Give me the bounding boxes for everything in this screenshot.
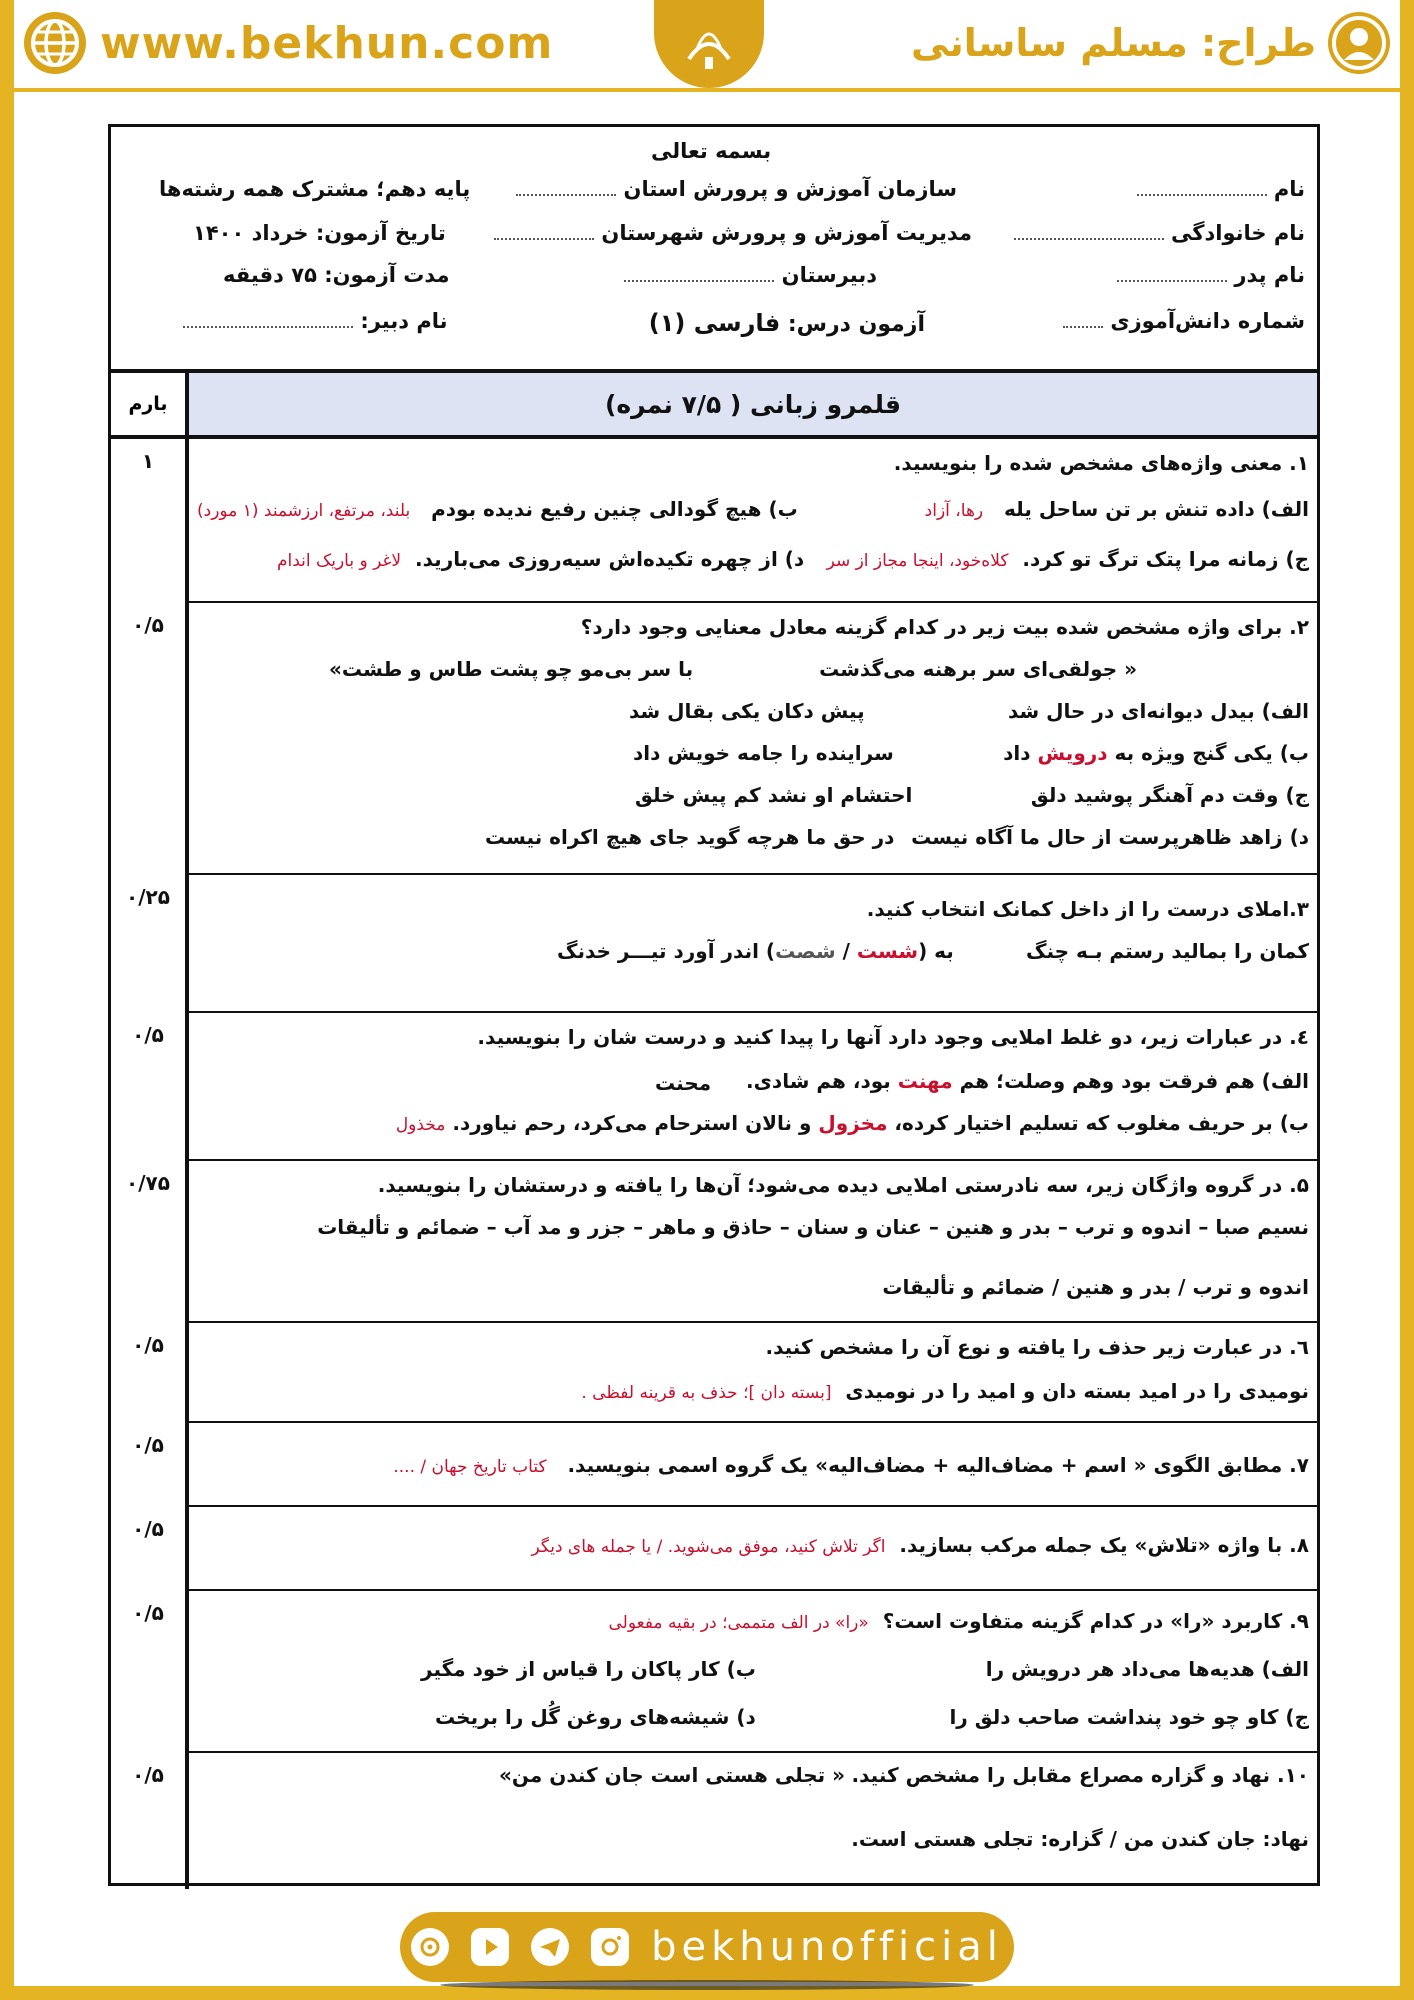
org-province[interactable]: سازمان آموزش و پرورش استان <box>516 177 957 201</box>
option-a[interactable]: الف) بیدل دیوانه‌ای در حال شد <box>1008 699 1309 723</box>
telegram-icon[interactable] <box>531 1928 569 1966</box>
question-3 <box>189 875 1317 1013</box>
youtube-icon[interactable] <box>471 1928 509 1966</box>
answer-a: رها، آزاد <box>924 501 984 521</box>
father-field[interactable]: نام پدر <box>1117 263 1305 287</box>
question-2 <box>189 603 1317 875</box>
family-field[interactable]: نام خانوادگی <box>1014 221 1305 245</box>
item-a: الف) داده تنش بر تن ساحل یله رها، آزاد <box>924 497 1309 521</box>
mark-4: ۰/۵ <box>132 1023 164 1047</box>
sentence: نومیدی را در امید بسته دان و امید را در نومیدی [بسته دان ]؛ حذف به قرینه لفظی . <box>581 1379 1309 1403</box>
question-10 <box>189 1753 1317 1883</box>
question-6 <box>189 1323 1317 1423</box>
verse-right: « جولقی‌ای سر برهنه می‌گذشت <box>819 657 1137 681</box>
mark-3: ۰/۲۵ <box>126 885 170 909</box>
film-icon[interactable] <box>411 1928 449 1966</box>
site-url[interactable]: www.bekhun.com <box>100 17 554 69</box>
question-text: ۳.املای درست را از داخل کمانک انتخاب کنید. <box>866 897 1309 921</box>
option-a-left: پیش دکان یکی بقال شد <box>629 699 865 723</box>
option-c[interactable]: ج) وقت دم آهنگر پوشید دلق <box>1030 783 1309 807</box>
question-text: ۱۰. نهاد و گزاره مصراع مقابل را مشخص کنید. <box>851 1763 1309 1787</box>
question-1 <box>189 439 1317 603</box>
answer-a: محنت <box>655 1071 712 1095</box>
verse-left: با سر بی‌مو چو پشت طاس و طشت» <box>329 657 694 681</box>
mark-1: ۱ <box>141 449 155 473</box>
designer-name: طراح: مسلم ساسانی <box>911 21 1316 65</box>
answer: اگر تلاش کنید، موفق می‌شوید. / یا جمله های دیگر <box>531 1537 886 1557</box>
subject: آزمون درس: فارسی (۱) <box>648 309 925 337</box>
option-d[interactable]: د) زاهد ظاهرپرست از حال ما آگاه نیست <box>911 825 1309 849</box>
question-5 <box>189 1161 1317 1323</box>
name-field[interactable]: نام <box>1137 177 1305 201</box>
exam-sheet <box>108 124 1320 1886</box>
option-d[interactable]: د) شیشه‌های روغن گُل را بریخت <box>435 1705 756 1729</box>
question-9 <box>189 1591 1317 1753</box>
mark-8: ۰/۵ <box>132 1517 164 1541</box>
item-c: ج) زمانه مرا پتک ترگ تو کرد. کلاه‌خود، اینجا مجاز از سر <box>826 547 1309 571</box>
mark-9: ۰/۵ <box>132 1601 164 1625</box>
mark-2: ۰/۵ <box>132 613 164 637</box>
verse-right: کمان را بمالید رستم بـه چنگ <box>1025 939 1309 963</box>
word-list: نسیم صبا – اندوه و ترب – بدر و هنین – عنان و سنان – حاذق و ماهر – جزر و مد آب – ضمائم و تألیقات <box>317 1215 1309 1239</box>
question-text: ۲. برای واژه مشخص شده بیت زیر در کدام گزینه معادل معنایی وجود دارد؟ <box>580 615 1309 639</box>
item-b: ب) هیچ گودالی چنین رفیع ندیده بودم بلند، مرتفع، ارزشمند (۱ مورد) <box>197 497 798 521</box>
question-8 <box>189 1507 1317 1591</box>
exam-duration: مدت آزمون: ۷۵ دقیقه <box>223 263 450 287</box>
designer-credit <box>911 8 1390 78</box>
option-d-left: در حق ما هرچه گوید جای هیچ اکراه نیست <box>485 825 895 849</box>
question-4 <box>189 1013 1317 1161</box>
answer-b: بلند، مرتفع، ارزشمند (۱ مورد) <box>197 501 411 521</box>
question-text: ۸. با واژه «تلاش» یک جمله مرکب بسازید. اگر تلاش کنید، موفق می‌شوید. / یا جمله های دیگر <box>531 1533 1309 1557</box>
section-title: قلمرو زبانی ( ۷/۵ نمره) <box>189 373 1317 439</box>
basmala: بسمه تعالی <box>651 139 772 163</box>
social-handle[interactable]: bekhunofficial <box>651 1924 1003 1970</box>
mark-5: ۰/۷۵ <box>126 1171 170 1195</box>
verse: « تجلی هستی است جان کندن من» <box>499 1763 846 1787</box>
item-a: الف) هم فرقت بود وهم وصلت؛ هم مهنت بود، هم شادی. <box>746 1069 1309 1093</box>
question-text: ٤. در عبارات زیر، دو غلط املایی وجود دارد آنها را پیدا کنید و درست شان را بنویسید. <box>477 1025 1309 1049</box>
org-city[interactable]: مدیریت آموزش و پرورش شهرستان <box>494 221 972 245</box>
student-no-field[interactable]: شماره دانش‌آموزی <box>1063 309 1305 333</box>
question-text: ۵. در گروه واژگان زیر، سه نادرستی املایی دیده می‌شود؛ آن‌ها را یافته و درستشان را بنویسید. <box>377 1173 1309 1197</box>
school-field[interactable]: دبیرستان <box>624 263 877 287</box>
answer: اندوه و ترب / بدر و هنین / ضمائم و تألیقات <box>882 1275 1309 1299</box>
mark-10: ۰/۵ <box>132 1763 164 1787</box>
verse-left[interactable]: به (شست / شصت) اندر آورد تیـــر خدنگ <box>557 939 954 963</box>
barem-header: بارم <box>111 373 189 439</box>
footer-shadow <box>440 1980 974 1990</box>
option-c-left: احتشام او نشد کم پیش خلق <box>635 783 913 807</box>
answer-note: «را» در الف متممی؛ در بقیه مفعولی <box>608 1613 869 1633</box>
option-b-left: سراینده را جامه خویش داد <box>633 741 894 765</box>
answer-b: مخذول <box>395 1115 446 1135</box>
option-b[interactable]: ب) یکی گنج ویژه به درویش داد <box>1003 741 1309 765</box>
top-bar <box>14 0 1400 92</box>
answer: کتاب تاریخ جهان / .... <box>393 1457 547 1477</box>
item-d: د) از چهره تکیده‌اش سیه‌روزی می‌بارید. لاغر و باریک اندام <box>277 547 805 571</box>
bekhun-logo <box>654 0 764 88</box>
answer-d: لاغر و باریک اندام <box>277 551 402 571</box>
answer-c: کلاه‌خود، اینجا مجاز از سر <box>826 551 1009 571</box>
question-text: ٦. در عبارت زیر حذف را یافته و نوع آن را مشخص کنید. <box>765 1335 1309 1359</box>
option-c[interactable]: ج) کاو چو خود پنداشت صاحب دلق را <box>949 1705 1309 1729</box>
question-7 <box>189 1423 1317 1507</box>
item-b: ب) بر حریف مغلوب که تسلیم اختیار کرده، مخزول و نالان استرحام می‌کرد، رحم نیاورد. مخذول <box>395 1111 1309 1135</box>
globe-icon <box>24 12 86 74</box>
question-text: ۷. مطابق الگوی « اسم + مضاف‌الیه + مضاف‌الیه» یک گروه اسمی بنویسید. کتاب تاریخ جهان / .... <box>393 1453 1309 1477</box>
user-icon <box>1328 12 1390 74</box>
option-a[interactable]: الف) هدیه‌ها می‌داد هر درویش را <box>985 1657 1309 1681</box>
exam-date: تاریخ آزمون: خرداد ۱۴۰۰ <box>193 221 446 245</box>
question-text: ۱. معنی واژه‌های مشخص شده را بنویسید. <box>893 451 1309 475</box>
teacher-field[interactable]: نام دبیر: <box>183 309 447 333</box>
exam-header <box>111 127 1317 373</box>
mark-6: ۰/۵ <box>132 1333 164 1357</box>
grade: پایه دهم؛ مشترک همه رشته‌ها <box>159 177 471 201</box>
question-text: ۹. کاربرد «را» در کدام گزینه متفاوت است؟ «را» در الف متممی؛ در بقیه مفعولی <box>608 1609 1309 1633</box>
option-b[interactable]: ب) کار پاکان را قیاس از خود مگیر <box>421 1657 756 1681</box>
instagram-icon[interactable] <box>591 1928 629 1966</box>
answer: [بسته دان ]؛ حذف به قرینه لفظی . <box>581 1383 832 1403</box>
site-link[interactable] <box>24 8 553 78</box>
mark-7: ۰/۵ <box>132 1433 164 1457</box>
answer: نهاد: جان کندن من / گزاره: تجلی هستی است. <box>851 1827 1309 1851</box>
social-footer[interactable] <box>400 1912 1014 1982</box>
